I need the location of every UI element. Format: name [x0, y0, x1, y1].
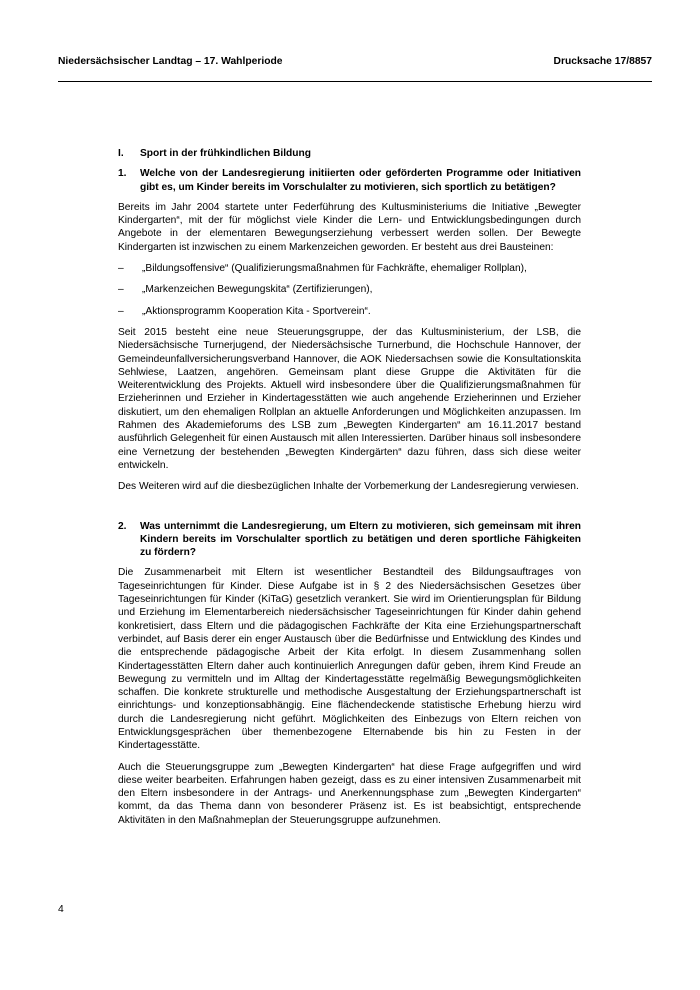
page-header: [58, 56, 652, 67]
document-body: [118, 147, 581, 835]
question-1-text: Welche von der Landesregierung initiierten oder geförderten Programme oder Initiativen gibt es, um Kinder bereits im Vorschulalter zu motivieren, sich sportlich zu betätigen?: [140, 168, 581, 193]
answer-2-paragraph-2: Auch die Steuerungsgruppe zum „Bewegten Kindergarten“ hat diese Frage aufgegriffen und wird diese weiter bearbeiten. Erfahrungen haben gezeigt, dass es zu einer intensiven Zusammenarbeit mit den Eltern insbesondere in der Antrags- und Anerkennungsphase zum „Bewegten Kindergarten“ kommt, da das Thema dann von besonderer Präsenz ist. Es ist beabsichtigt, entsprechende Aktivitäten in den Maßnahmeplan der Steuerungsgruppe aufzunehmen.: [118, 761, 581, 826]
header-left: Niedersächsischer Landtag – 17. Wahlperiode: [58, 56, 283, 67]
answer-2-paragraph-1: Die Zusammenarbeit mit Eltern ist wesentlicher Bestandteil des Bildungsauftrages von Tageseinrichtungen für Kinder. Diese Aufgabe ist in § 2 des Niedersächsischen Gesetzes über Tageseinrichtungen für Kinder (KiTaG) gesetzlich verankert. Sie wird im Orientierungsplan für Bildung und Erziehung im Elementarbereich niedersächsischer Tageseinrichtungen für Kinder dahin gehend konkretisiert, dass Eltern und die pädagogischen Fachkräfte der Kita eine Erziehungspartnerschaft verbindet, auf Basis derer ein enger Austausch über die Bedürfnisse und Entwicklung des Kindes und die entsprechende pädagogische Arbeit der Kita erfolgt. In diesem Zusammenhang sollen Kindertagesstätten Eltern daher auch kontinuierlich Anregungen dafür geben, ihrem Kind Freude an Bewegung zu vermitteln und im Alltag der Kindertagesstätte regelmäßig Bewegungsmöglichkeiten schaffen. Die konkrete strukturelle und methodische Ausgestaltung der Erziehungspartnerschaft ist einrichtungs- und konzeptionsabhängig. Eine flächendeckende statistische Erhebung hierzu wird durch die Landesregierung nicht geführt. Möglichkeiten des Einbezugs von Eltern reichen von Entwicklungsgesprächen über themenbezogene Elternabende bis hin zu Festen in der Kindertagesstätte.: [118, 567, 581, 752]
question-2-number: 2.: [118, 520, 127, 532]
bullet-text: „Markenzeichen Bewegungskita“ (Zertifizierungen),: [142, 284, 373, 296]
bullet-item: – „Aktionsprogramm Kooperation Kita - Sportverein“.: [118, 305, 581, 318]
section-title: Sport in der frühkindlichen Bildung: [140, 148, 311, 159]
page-number: 4: [58, 904, 64, 915]
question-1-number: 1.: [118, 168, 127, 180]
bullet-item: – „Bildungsoffensive“ (Qualifizierungsmaßnahmen für Fachkräfte, ehemaliger Rollplan),: [118, 262, 581, 275]
section-number: I.: [118, 148, 124, 159]
question-1: [118, 167, 581, 194]
answer-1-intro: Bereits im Jahr 2004 startete unter Federführung des Kultusministeriums die Initiative „Bewegter Kindergarten“, mit der für möglichst viele Kinder die Lern- und Entwicklungsbedingungen durch Angebote in der elementaren Bewegungserziehung verbessert werden sollen. Der Bewegte Kindergarten ist inzwischen zu einem Markenzeichen geworden. Er besteht aus drei Bausteinen:: [118, 201, 581, 253]
answer-1-paragraph-3: Des Weiteren wird auf die diesbezüglichen Inhalte der Vorbemerkung der Landesregierung verwiesen.: [118, 481, 579, 493]
bullet-text: „Aktionsprogramm Kooperation Kita - Sportverein“.: [142, 305, 371, 317]
bullet-item: – „Markenzeichen Bewegungskita“ (Zertifizierungen),: [118, 283, 581, 296]
answer-1-paragraph-2: Seit 2015 besteht eine neue Steuerungsgruppe, der das Kultusministerium, der LSB, die Niedersächsische Turnerjugend, der Niedersächsische Turnerbund, die Hochschule Hannover, der Gemeindeunfallversicherungsverband Hannover, die AOK Niedersachsen sowie die Konsultationskita Sehlwiese, Laatzen, angehören. Gemeinsam plant diese Gruppe die Aktivitäten für die Weiterentwicklung des Projekts. Aktuell wird insbesondere über die Qualifizierungsmaßnahmen für Erzieherinnen und Erzieher in Kindertagesstätten wie auch angehende Erzieherinnen und Erzieher diskutiert, um den ehemaligen Rollplan an aktuelle Anforderungen und Möglichkeiten anzupassen. Im Rahmen des Akademieforums des LSB zum „Bewegten Kindergarten“ am 16.11.2017 bestand ausführlich Gelegenheit für einen Austausch mit allen Interessierten. Darüber hinaus soll insbesondere eine Vernetzung der bestehenden „Bewegten Kindergärten“ dazu führen, dass sich diese weiter entwickeln.: [118, 326, 581, 471]
bullet-text: „Bildungsoffensive“ (Qualifizierungsmaßnahmen für Fachkräfte, ehemaliger Rollplan),: [142, 263, 527, 275]
question-2: [118, 520, 581, 560]
question-2-text: Was unternimmt die Landesregierung, um Eltern zu motivieren, sich gemeinsam mit ihren Kindern bereits im Vorschulalter sportlich zu betätigen und deren sportliche Fähigkeiten zu fördern?: [140, 520, 581, 559]
section-heading: [118, 147, 581, 160]
header-rule: [58, 81, 652, 82]
header-right: Drucksache 17/8857: [553, 56, 652, 67]
